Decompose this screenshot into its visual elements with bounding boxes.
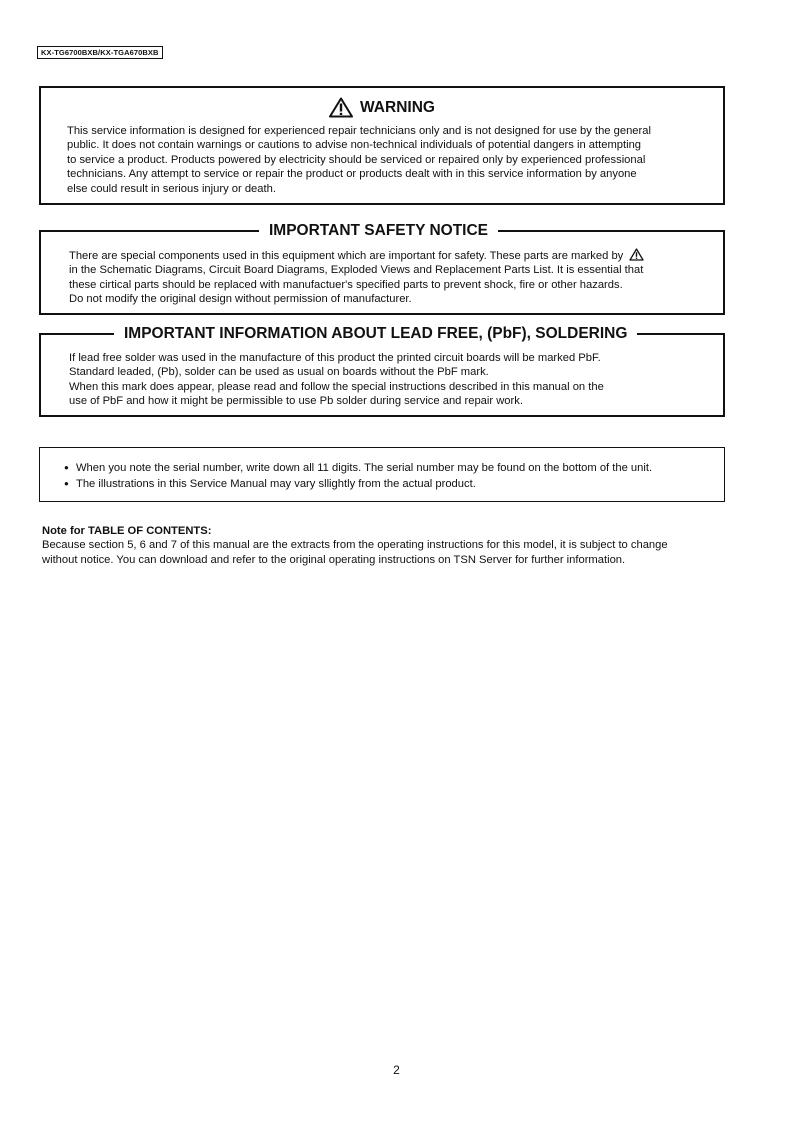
lead-free-line: use of PbF and how it might be permissible to use Pb solder during service and repair work. — [69, 395, 523, 408]
warning-line: This service information is designed for experienced repair technicians only and is not designed for use by the general — [67, 125, 651, 137]
safety-line: these cirtical parts should be replaced with manufactuer's specified parts to prevent shock, fire or other hazards. — [69, 278, 623, 291]
safety-notice-text — [69, 248, 697, 307]
notes-box — [39, 447, 725, 502]
notes-list — [64, 460, 652, 492]
lead-free-line: Standard leaded, (Pb), solder can be used as usual on boards without the PbF mark. — [69, 366, 489, 379]
list-item: ● When you note the serial number, write down all 11 digits. The serial number may be found on the bottom of the unit. — [64, 460, 652, 476]
warning-title: WARNING — [360, 98, 435, 116]
safety-notice-box — [39, 222, 725, 315]
toc-note-line: Because section 5, 6 and 7 of this manual are the extracts from the operating instructions for this model, it is subject to change — [42, 539, 668, 552]
page-number: 2 — [393, 1063, 400, 1077]
safety-notice-title: IMPORTANT SAFETY NOTICE — [259, 221, 498, 241]
warning-line: else could result in serious injury or death. — [67, 182, 276, 195]
model-number-tag: KX-TG6700BXB/KX-TGA670BXB — [37, 46, 163, 59]
lead-free-line: If lead free solder was used in the manufacture of this product the printed circuit boards will be marked PbF. — [69, 352, 601, 364]
warning-text — [67, 124, 701, 196]
list-item: ● The illustrations in this Service Manual may vary sllightly from the actual product. — [64, 476, 652, 492]
safety-line: in the Schematic Diagrams, Circuit Board Diagrams, Exploded Views and Replacement Parts List. It is essential that — [69, 264, 644, 277]
toc-note-heading: Note for TABLE OF CONTENTS: — [42, 525, 212, 537]
lead-free-line: When this mark does appear, please read and follow the special instructions described in this manual on the — [69, 380, 604, 393]
safety-line: Do not modify the original design without permission of manufacturer. — [69, 293, 412, 306]
warning-line: to service a product. Products powered by electricity should be serviced or repaired only by experienced professional — [67, 153, 646, 166]
safety-mark-icon — [629, 248, 644, 261]
warning-box — [39, 86, 725, 205]
lead-free-text — [69, 351, 697, 409]
safety-line — [69, 248, 697, 263]
toc-note — [42, 524, 732, 567]
lead-free-title: IMPORTANT INFORMATION ABOUT LEAD FREE, (PbF), SOLDERING — [114, 324, 637, 344]
warning-triangle-icon — [329, 97, 353, 118]
toc-note-line: without notice. You can download and refer to the original operating instructions on TSN Server for further information. — [42, 553, 626, 566]
warning-heading — [41, 97, 723, 118]
safety-line-text: There are special components used in this equipment which are important for safety. These parts are marked by — [69, 250, 624, 262]
warning-line: public. It does not contain warnings or cautions to advise non-technical individuals of potential dangers in attempting — [67, 139, 642, 152]
warning-line: technicians. Any attempt to service or repair the product or products dealt with in this service information by anyone — [67, 168, 637, 181]
lead-free-box — [39, 325, 725, 417]
